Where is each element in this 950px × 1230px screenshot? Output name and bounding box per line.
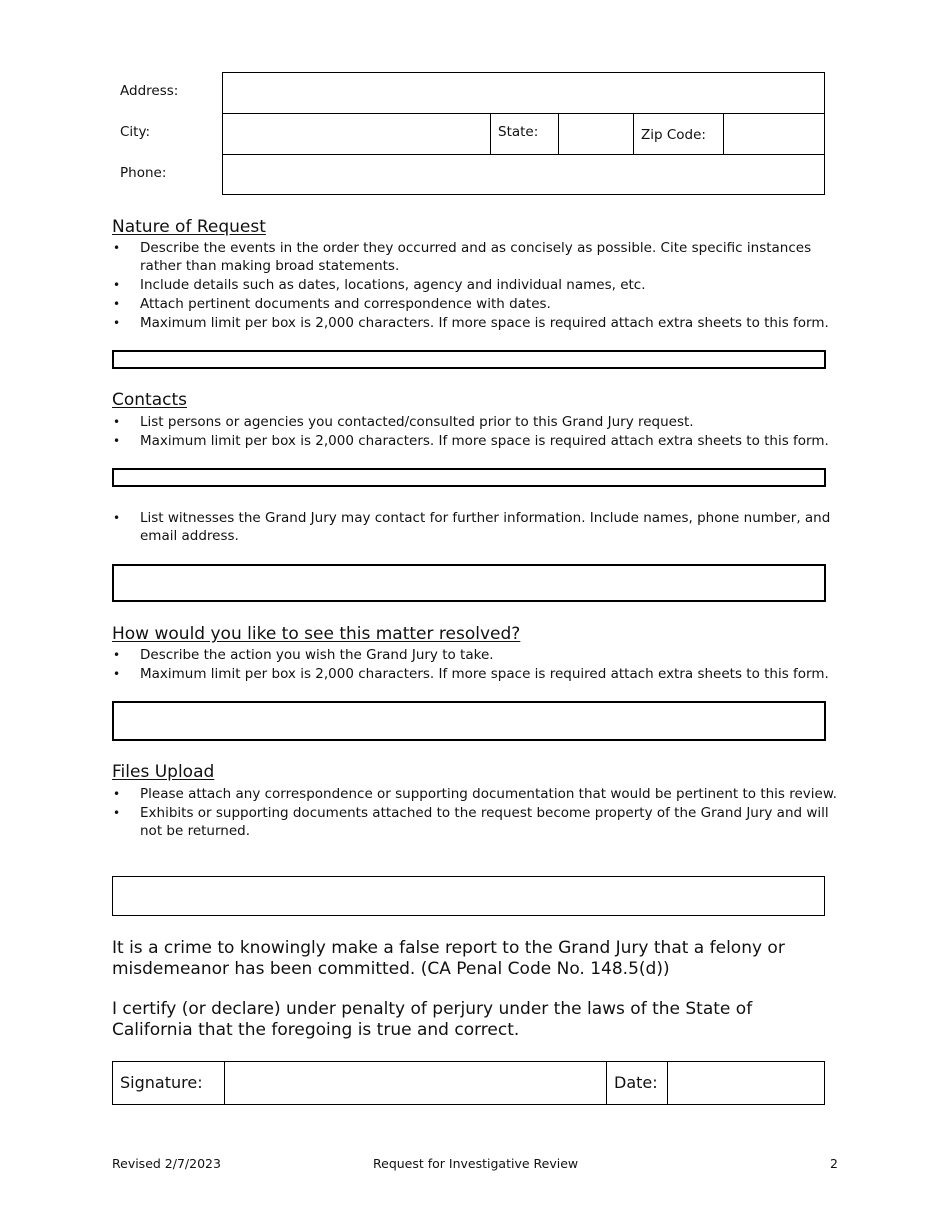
form-title: Request for Investigative Review	[373, 1156, 579, 1171]
table-divider	[723, 113, 724, 154]
witnesses-textbox[interactable]	[112, 564, 826, 602]
certification-statement: I certify (or declare) under penalty of perjury under the laws of the State of California that the foregoing is true and correct.	[112, 999, 753, 1040]
files-upload-bullets	[112, 785, 842, 841]
signature-label: Signature:	[120, 1073, 203, 1092]
files-upload-field[interactable]	[112, 876, 825, 916]
revised-date: Revised 2/7/2023	[112, 1156, 221, 1171]
phone-input[interactable]	[224, 156, 823, 193]
list-item: • List witnesses the Grand Jury may contact for further information. Include names, phone number, and email address.	[112, 509, 842, 545]
nature-of-request-textbox[interactable]	[112, 350, 826, 369]
table-divider	[633, 113, 634, 154]
table-divider	[490, 113, 491, 154]
table-divider	[222, 154, 825, 155]
list-item: • Maximum limit per box is 2,000 characters. If more space is required attach extra sheets to this form.	[112, 432, 842, 450]
city-input[interactable]	[224, 115, 488, 153]
list-item: • Exhibits or supporting documents attached to the request become property of the Grand Jury and will not be returned.	[112, 804, 842, 840]
witnesses-bullets	[112, 509, 842, 546]
list-item: • Maximum limit per box is 2,000 characters. If more space is required attach extra sheets to this form.	[112, 665, 842, 683]
contacts-textbox[interactable]	[112, 468, 826, 487]
address-label: Address:	[120, 83, 179, 99]
list-item: • Maximum limit per box is 2,000 characters. If more space is required attach extra sheets to this form.	[112, 314, 842, 332]
list-item: • Please attach any correspondence or supporting documentation that would be pertinent to this review.	[112, 785, 842, 803]
list-item: • Attach pertinent documents and correspondence with dates.	[112, 295, 842, 313]
list-item: • List persons or agencies you contacted/consulted prior to this Grand Jury request.	[112, 413, 842, 431]
page-number: 2	[830, 1156, 838, 1171]
false-report-warning: It is a crime to knowingly make a false report to the Grand Jury that a felony or misdemeanor has been committed. (CA Penal Code No. 148.5(d))	[112, 938, 785, 979]
resolution-textbox[interactable]	[112, 701, 826, 741]
files-upload-heading: Files Upload	[112, 762, 215, 782]
resolution-bullets	[112, 646, 842, 684]
date-input[interactable]	[669, 1063, 823, 1103]
nature-of-request-bullets	[112, 239, 842, 333]
list-item: • Describe the action you wish the Grand Jury to take.	[112, 646, 842, 664]
address-input[interactable]	[224, 74, 823, 112]
signature-input[interactable]	[226, 1063, 604, 1103]
state-input[interactable]	[560, 115, 631, 153]
nature-of-request-heading: Nature of Request	[112, 217, 266, 237]
contacts-bullets	[112, 413, 842, 451]
date-label: Date:	[614, 1073, 658, 1092]
contacts-heading: Contacts	[112, 390, 187, 410]
list-item: • Describe the events in the order they occurred and as concisely as possible. Cite specific instances rather than making broad statements.	[112, 239, 842, 275]
table-divider	[222, 113, 825, 114]
table-divider	[558, 113, 559, 154]
state-label: State:	[498, 124, 539, 140]
resolution-heading: How would you like to see this matter resolved?	[112, 624, 521, 644]
list-item: • Include details such as dates, locations, agency and individual names, etc.	[112, 276, 842, 294]
zip-code-label: Zip Code:	[641, 127, 706, 143]
table-divider	[667, 1061, 668, 1105]
city-label: City:	[120, 124, 151, 140]
table-divider	[224, 1061, 225, 1105]
zip-code-input[interactable]	[725, 115, 823, 153]
table-divider	[606, 1061, 607, 1105]
phone-label: Phone:	[120, 165, 167, 181]
